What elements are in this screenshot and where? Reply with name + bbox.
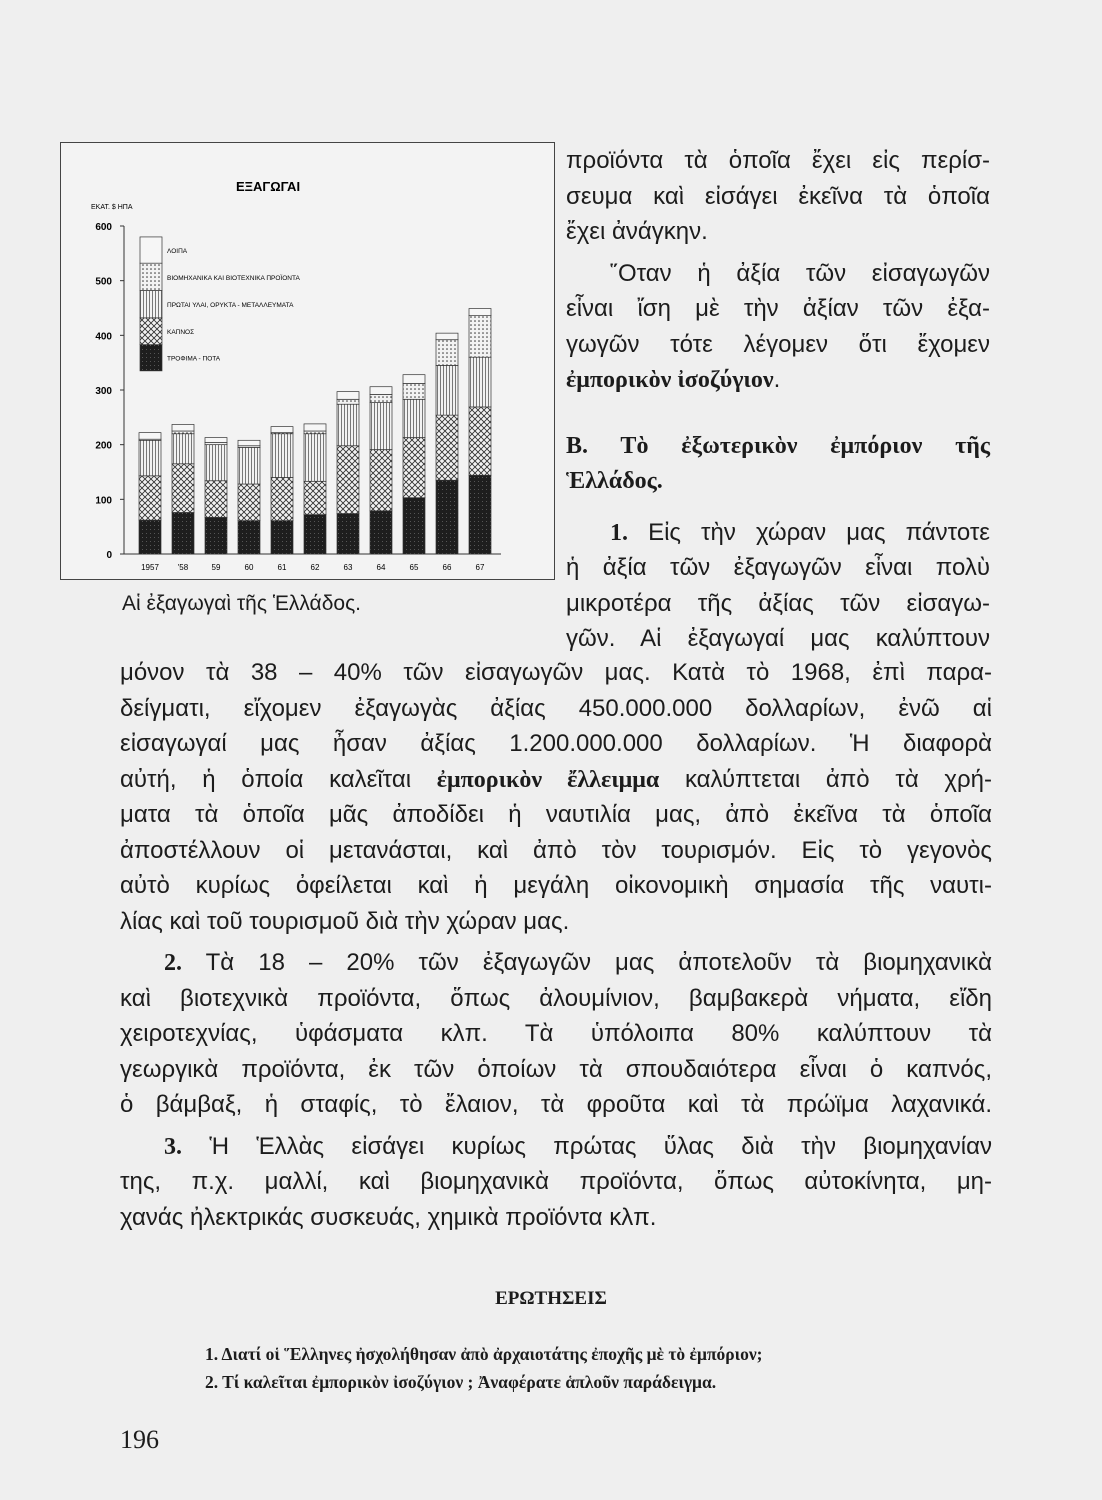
bar-segment [205,438,227,443]
x-tick-label: 67 [475,563,485,572]
bar-segment [436,333,458,340]
bar-segment [172,431,194,434]
chart-title: ΕΞΑΓΩΓΑΙ [236,179,301,194]
right-column-line [566,586,990,622]
bar-segment [403,383,425,399]
bar-segment [304,434,326,482]
bar-segment [238,440,260,445]
question-2: 2. Τί καλεῖται ἐμπορικὸν ἰσοζύγιον ; Ἀναφέρατε ἁπλοῦν παράδειγμα. [205,1372,717,1392]
text-run: ῞Οταν ἡ ἀξία τῶν εἰσαγωγῶν [610,259,990,287]
bar-segment [370,394,392,402]
body-line [120,1087,992,1123]
bar-segment [304,481,326,514]
x-tick-label: 59 [211,563,221,572]
body-line [120,691,992,727]
text-run: δείγματι, εἴχομεν ἐξαγωγὰς ἀξίας 450.000.000 δολλαρίων, ἐνῶ αἱ [120,694,992,722]
text-run: μόνον τὰ 38 – 40% τῶν εἰσαγωγῶν μας. Κατὰ τὸ 1968, ἐπὶ παρα- [120,659,992,686]
bar-segment [205,517,227,554]
bar-segment [139,433,161,440]
bold-term: 1. [610,519,628,546]
text-run: μικροτέρα τῆς ἀξίας τῶν εἰσαγω- [566,589,990,617]
x-tick-label: 66 [442,563,452,572]
bar-segment [205,481,227,518]
x-tick-label: 62 [310,563,320,572]
right-column-line [566,291,990,327]
bar-segment [304,515,326,554]
bar-segment [304,431,326,434]
bar-segment [337,399,359,404]
bar-segment [469,407,491,475]
legend-label: ΚΑΠΝΟΣ [167,329,195,337]
bar-segment [139,440,161,476]
bar-segment [370,403,392,450]
bar-segment [469,309,491,316]
right-column-line [566,428,990,464]
figure-caption: Αἱ ἐξαγωγαὶ τῆς Ἑλλάδος. [122,592,362,615]
body-line [120,1016,992,1052]
bar-segment [370,450,392,511]
text-run: χειροτεχνίας, ὑφάσματα κλπ. Τὰ ὑπόλοιπα 80% καλύπτουν τὰ [120,1020,992,1047]
text-run: Τὰ 18 – 20% τῶν ἐξαγωγῶν μας ἀποτελοῦν τὰ βιομηχανικὰ [182,949,992,976]
body-line [120,655,992,691]
body-line [120,1200,992,1236]
bar-segment [403,498,425,554]
bar-segment [238,484,260,521]
bar-segment [370,387,392,395]
body-text [120,655,992,1235]
bar-segment [304,424,326,431]
right-column-line [566,327,990,363]
bar-segment [403,438,425,498]
question-1: 1. Διατί οἱ Ἕλληνες ἠσχολήθησαν ἀπὸ ἀρχαιοτάτης ἐποχῆς μὲ τὸ ἐμπόριον; [205,1344,763,1364]
legend-label: ΛΟΙΠΑ [167,248,188,256]
bar-segment [271,521,293,554]
x-tick-label: 63 [343,563,353,572]
x-tick-label: 65 [409,563,419,572]
body-line [120,1164,992,1200]
text-run: προϊόντα τὰ ὁποῖα ἔχει εἰς περίσ- [566,147,990,174]
right-column-line [566,214,990,250]
bold-term: 2. [164,950,182,976]
text-run: γεωργικὰ προϊόντα, ἐκ τῶν ὁποίων τὰ σπουδαιότερα εἶναι ὁ καπνός, [120,1055,992,1083]
body-line [120,833,992,869]
text-run: εἰσαγωγαί μας ἦσαν ἀξίας 1.200.000.000 δολλαρίων. Ἡ διαφορὰ [120,730,992,757]
body-line [120,981,992,1017]
text-run: γῶν. Αἱ ἐξαγωγαί μας καλύπτουν [566,625,990,652]
text-run: της, π.χ. μαλλί, καὶ βιομηχανικὰ προϊόντα, ὅπως αὐτοκίνητα, μη- [120,1168,992,1195]
bar-segment [436,415,458,480]
exports-chart [60,142,555,580]
body-line [120,797,992,833]
bold-term: ἐμπορικὸν ἔλλειμμα [436,766,660,793]
bar-segment [238,447,260,484]
x-tick-label: '58 [177,563,189,572]
text-run: ἀποστέλλουν οἱ μετανάσται, καὶ ἀπὸ τὸν τουρισμόν. Εἰς τὸ γεγονὸς [120,836,992,864]
text-run: . [773,366,781,393]
exports-chart-svg [61,143,556,581]
body-line [120,868,992,904]
bar-segment [436,480,458,554]
text-run: αὐτή, ἡ ὁποία καλεῖται [120,765,437,793]
bold-term: 3. [164,1133,182,1160]
legend-label: ΠΡΩΤΑΙ ΥΛΑΙ, ΟΡΥΚΤΑ - ΜΕΤΑΛΛΕΥΜΑΤΑ [167,302,294,310]
bar-segment [139,520,161,554]
y-tick-label: 600 [95,222,112,233]
bar-segment [370,511,392,554]
legend-swatch [140,291,162,318]
text-run: ματα τὰ ὁποῖα μᾶς ἀποδίδει ἡ ναυτιλία μας, ἀπὸ ἐκεῖνα τὰ ὁποῖα [120,801,992,828]
legend-swatch [140,263,162,290]
bar-segment [337,446,359,514]
right-column-line [566,179,990,215]
bar-segment [172,512,194,554]
y-tick-label: 300 [95,386,112,397]
bar-segment [337,514,359,554]
body-line [120,904,992,940]
x-tick-label: 64 [376,563,386,572]
legend-label: ΤΡΟΦΙΜΑ - ΠΟΤΑ [167,355,221,363]
body-line [120,726,992,762]
bold-term: ἐμπορικὸν ἰσοζύγιον [566,367,774,393]
bar-segment [172,424,194,431]
legend-label: ΒΙΟΜΗΧΑΝΙΚΑ ΚΑΙ ΒΙΟΤΕΧΝΙΚΑ ΠΡΟΪΟΝΤΑ [167,274,300,282]
y-tick-label: 500 [95,276,112,288]
legend-swatch [140,318,162,345]
text-run: Εἰς τὴν χώραν μας πάντοτε [628,518,990,546]
bar-segment [469,316,491,358]
body-line [120,945,992,981]
text-run: ἔχει ἀνάγκην. [566,218,708,245]
bar-segment [403,375,425,384]
bold-term: Ἑλλάδος. [566,468,663,494]
text-run: γωγῶν τότε λέγομεν ὅτι ἔχομεν [566,330,990,358]
bar-segment [172,464,194,513]
x-tick-label: 60 [244,563,254,572]
bar-segment [238,521,260,554]
legend-swatch [140,345,162,371]
y-tick-label: 0 [106,550,112,561]
bar-segment [436,365,458,415]
x-tick-label: 1957 [141,563,159,572]
legend-swatch [140,237,162,263]
bar-segment [139,476,161,520]
bar-segment [337,404,359,446]
text-run: αὐτὸ κυρίως ὀφείλεται καὶ ἡ μεγάλη οἰκονομικὴ σημασία τῆς ναυτι- [120,872,992,899]
bar-segment [436,340,458,366]
text-run: καλύπτεται ἀπὸ τὰ χρή- [659,765,992,793]
bar-segment [403,399,425,437]
body-line [120,1052,992,1088]
questions-heading: ΕΡΩΤΗΣΕΙΣ [495,1288,607,1309]
text-run: σευμα καὶ εἰσάγει ἐκεῖνα τὰ ὁποῖα [566,182,990,210]
bar-segment [469,357,491,407]
y-tick-label: 100 [95,495,112,507]
y-axis-label: ΕΚΑΤ. $ ΗΠΑ [91,204,133,211]
y-tick-label: 200 [95,440,112,452]
body-line [120,1129,992,1165]
bar-segment [469,475,491,554]
right-column-line [566,362,990,398]
y-tick-label: 400 [95,331,112,343]
text-run: εἶναι ἴση μὲ τὴν ἀξίαν τῶν ἐξα- [566,295,990,322]
bar-segment [271,477,293,520]
right-column-line [566,256,990,292]
bar-segment [205,445,227,481]
text-run: χανάς ἠλεκτρικάς συσκευάς, χημικὰ προϊόντα κλπ. [120,1203,657,1231]
bar-segment [271,427,293,433]
text-run: λίας καὶ τοῦ τουρισμοῦ διὰ τὴν χώραν μας. [120,907,570,935]
text-run: ὁ βάμβαξ, ἡ σταφίς, τὸ ἔλαιον, τὰ φροῦτα καὶ τὰ πρώϊμα λαχανικά. [120,1091,992,1118]
bar-segment [271,434,293,478]
text-run: καὶ βιοτεχνικὰ προϊόντα, ὅπως ἀλουμίνιον, βαμβακερὰ νήματα, εἴδη [120,984,992,1012]
right-column-line [566,143,990,179]
bar-segment [172,434,194,464]
x-tick-label: 61 [277,563,287,572]
bar-segment [337,392,359,400]
right-column-line [566,550,990,586]
text-run: Ἡ Ἑλλὰς εἰσάγει κυρίως πρώτας ὕλας διὰ τὴν βιομηχανίαν [182,1132,992,1160]
right-column-line [566,515,990,551]
body-line [120,762,992,798]
page-number: 196 [120,1425,159,1454]
text-run: ἡ ἀξία τῶν ἐξαγωγῶν εἶναι πολὺ [566,554,990,581]
right-column-line [566,463,990,499]
right-column-text [566,143,990,657]
right-column-line [566,621,990,657]
bold-term: Β. Τὸ ἐξωτερικὸν ἐμπόριον τῆς [566,432,990,459]
